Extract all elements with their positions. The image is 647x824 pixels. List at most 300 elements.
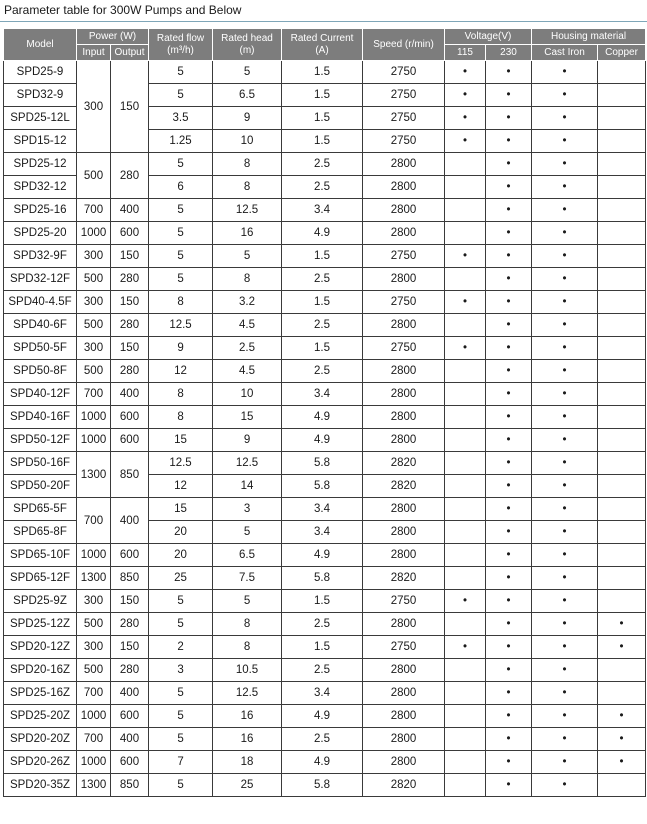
- check-dot-icon: •: [506, 181, 511, 193]
- rated-current-cell: 3.4: [282, 498, 363, 521]
- voltage-230-cell: [486, 774, 532, 797]
- model-cell: SPD40-16F: [4, 406, 77, 429]
- voltage-115-cell: [445, 291, 486, 314]
- table-row: [4, 245, 646, 268]
- check-dot-icon: •: [562, 112, 567, 124]
- copper-cell: [598, 153, 646, 176]
- voltage-230-cell: [486, 498, 532, 521]
- power-input-cell: 500: [77, 613, 111, 636]
- check-dot-icon: •: [619, 733, 624, 745]
- cast-iron-cell: [532, 406, 598, 429]
- check-dot-icon: •: [506, 733, 511, 745]
- check-dot-icon: •: [506, 135, 511, 147]
- speed-cell: 2800: [363, 222, 445, 245]
- rated-head-cell: 5: [213, 61, 282, 84]
- rated-flow-cell: 9: [149, 337, 213, 360]
- voltage-230-cell: [486, 659, 532, 682]
- power-output-cell: 280: [111, 360, 149, 383]
- voltage-115-cell: [445, 475, 486, 498]
- check-dot-icon: •: [562, 342, 567, 354]
- rated-head-cell: 6.5: [213, 544, 282, 567]
- cast-iron-cell: [532, 153, 598, 176]
- model-cell: SPD25-12: [4, 153, 77, 176]
- voltage-115-cell: [445, 130, 486, 153]
- voltage-230-cell: [486, 590, 532, 613]
- rated-current-cell: 1.5: [282, 107, 363, 130]
- power-output-cell: 400: [111, 498, 149, 544]
- table-row: [4, 383, 646, 406]
- rated-flow-cell: 5: [149, 705, 213, 728]
- voltage-230-cell: [486, 84, 532, 107]
- rated-flow-cell: 7: [149, 751, 213, 774]
- speed-cell: 2800: [363, 199, 445, 222]
- rated-head-cell: 2.5: [213, 337, 282, 360]
- model-cell: SPD25-9: [4, 61, 77, 84]
- rated-head-cell: 10: [213, 383, 282, 406]
- model-cell: SPD25-9Z: [4, 590, 77, 613]
- table-row: [4, 314, 646, 337]
- rated-current-cell: 1.5: [282, 291, 363, 314]
- rated-current-cell: 2.5: [282, 268, 363, 291]
- rated-head-cell: 6.5: [213, 84, 282, 107]
- speed-cell: 2800: [363, 751, 445, 774]
- rated-flow-cell: 5: [149, 613, 213, 636]
- copper-cell: [598, 360, 646, 383]
- copper-cell: [598, 728, 646, 751]
- speed-cell: 2800: [363, 659, 445, 682]
- table-row: [4, 774, 646, 797]
- rated-current-cell: 1.5: [282, 61, 363, 84]
- voltage-115-cell: [445, 176, 486, 199]
- voltage-115-cell: [445, 705, 486, 728]
- rated-flow-cell: 5: [149, 199, 213, 222]
- cast-iron-cell: [532, 682, 598, 705]
- header-voltage: Voltage(V): [445, 29, 532, 45]
- check-dot-icon: •: [562, 89, 567, 101]
- check-dot-icon: •: [506, 89, 511, 101]
- table-row: [4, 222, 646, 245]
- power-input-cell: 300: [77, 337, 111, 360]
- power-input-cell: 1300: [77, 452, 111, 498]
- voltage-230-cell: [486, 176, 532, 199]
- model-cell: SPD40-4.5F: [4, 291, 77, 314]
- power-input-cell: 300: [77, 636, 111, 659]
- voltage-115-cell: [445, 406, 486, 429]
- voltage-115-cell: [445, 498, 486, 521]
- copper-cell: [598, 383, 646, 406]
- pump-parameter-table: [3, 28, 646, 797]
- cast-iron-cell: [532, 199, 598, 222]
- voltage-115-cell: [445, 337, 486, 360]
- model-cell: SPD20-26Z: [4, 751, 77, 774]
- power-input-cell: 1300: [77, 774, 111, 797]
- rated-head-cell: 18: [213, 751, 282, 774]
- cast-iron-cell: [532, 245, 598, 268]
- check-dot-icon: •: [506, 365, 511, 377]
- cast-iron-cell: [532, 383, 598, 406]
- check-dot-icon: •: [562, 480, 567, 492]
- rated-current-cell: 1.5: [282, 590, 363, 613]
- voltage-230-cell: [486, 613, 532, 636]
- check-dot-icon: •: [506, 388, 511, 400]
- power-output-cell: 600: [111, 222, 149, 245]
- voltage-230-cell: [486, 107, 532, 130]
- table-row: [4, 590, 646, 613]
- check-dot-icon: •: [506, 572, 511, 584]
- power-input-cell: 500: [77, 314, 111, 337]
- copper-cell: [598, 429, 646, 452]
- check-dot-icon: •: [562, 618, 567, 630]
- power-output-cell: 150: [111, 245, 149, 268]
- rated-current-cell: 2.5: [282, 613, 363, 636]
- voltage-115-cell: [445, 107, 486, 130]
- copper-cell: [598, 682, 646, 705]
- table-row: [4, 61, 646, 84]
- check-dot-icon: •: [506, 595, 511, 607]
- cast-iron-cell: [532, 291, 598, 314]
- check-dot-icon: •: [463, 250, 468, 262]
- model-cell: SPD25-20: [4, 222, 77, 245]
- speed-cell: 2800: [363, 406, 445, 429]
- check-dot-icon: •: [463, 595, 468, 607]
- rated-flow-cell: 5: [149, 84, 213, 107]
- copper-cell: [598, 705, 646, 728]
- power-input-cell: 300: [77, 245, 111, 268]
- voltage-230-cell: [486, 130, 532, 153]
- power-output-cell: 150: [111, 61, 149, 153]
- check-dot-icon: •: [562, 365, 567, 377]
- table-row: [4, 705, 646, 728]
- rated-head-cell: 3: [213, 498, 282, 521]
- rated-head-cell: 14: [213, 475, 282, 498]
- table-row: [4, 337, 646, 360]
- copper-cell: [598, 84, 646, 107]
- cast-iron-cell: [532, 590, 598, 613]
- speed-cell: 2750: [363, 291, 445, 314]
- table-row: [4, 360, 646, 383]
- power-input-cell: 300: [77, 61, 111, 153]
- speed-cell: 2800: [363, 314, 445, 337]
- model-cell: SPD40-6F: [4, 314, 77, 337]
- copper-cell: [598, 130, 646, 153]
- check-dot-icon: •: [562, 411, 567, 423]
- check-dot-icon: •: [506, 664, 511, 676]
- check-dot-icon: •: [506, 756, 511, 768]
- copper-cell: [598, 659, 646, 682]
- voltage-115-cell: [445, 682, 486, 705]
- model-cell: SPD25-16: [4, 199, 77, 222]
- speed-cell: 2820: [363, 567, 445, 590]
- table-row: [4, 406, 646, 429]
- cast-iron-cell: [532, 268, 598, 291]
- cast-iron-cell: [532, 337, 598, 360]
- rated-head-cell: 10.5: [213, 659, 282, 682]
- check-dot-icon: •: [619, 756, 624, 768]
- check-dot-icon: •: [562, 503, 567, 515]
- cast-iron-cell: [532, 360, 598, 383]
- rated-head-cell: 12.5: [213, 682, 282, 705]
- rated-flow-cell: 5: [149, 682, 213, 705]
- model-cell: SPD65-12F: [4, 567, 77, 590]
- check-dot-icon: •: [562, 756, 567, 768]
- copper-cell: [598, 245, 646, 268]
- voltage-115-cell: [445, 429, 486, 452]
- speed-cell: 2750: [363, 61, 445, 84]
- rated-flow-cell: 8: [149, 383, 213, 406]
- voltage-115-cell: [445, 544, 486, 567]
- voltage-115-cell: [445, 153, 486, 176]
- check-dot-icon: •: [562, 319, 567, 331]
- header-head-label: Rated head: [221, 32, 273, 44]
- check-dot-icon: •: [506, 779, 511, 791]
- power-output-cell: 850: [111, 567, 149, 590]
- check-dot-icon: •: [562, 250, 567, 262]
- voltage-230-cell: [486, 383, 532, 406]
- rated-flow-cell: 5: [149, 61, 213, 84]
- voltage-115-cell: [445, 590, 486, 613]
- copper-cell: [598, 452, 646, 475]
- rated-head-cell: 10: [213, 130, 282, 153]
- rated-flow-cell: 15: [149, 429, 213, 452]
- rated-head-cell: 5: [213, 521, 282, 544]
- cast-iron-cell: [532, 107, 598, 130]
- speed-cell: 2800: [363, 705, 445, 728]
- power-output-cell: 280: [111, 268, 149, 291]
- rated-current-cell: 4.9: [282, 705, 363, 728]
- check-dot-icon: •: [562, 158, 567, 170]
- check-dot-icon: •: [562, 549, 567, 561]
- model-cell: SPD20-35Z: [4, 774, 77, 797]
- header-current-label: Rated Current: [290, 32, 354, 44]
- model-cell: SPD50-5F: [4, 337, 77, 360]
- cast-iron-cell: [532, 498, 598, 521]
- copper-cell: [598, 291, 646, 314]
- check-dot-icon: •: [562, 687, 567, 699]
- rated-head-cell: 16: [213, 222, 282, 245]
- copper-cell: [598, 222, 646, 245]
- check-dot-icon: •: [506, 296, 511, 308]
- header-housing: Housing material: [532, 29, 646, 45]
- speed-cell: 2800: [363, 176, 445, 199]
- rated-flow-cell: 5: [149, 728, 213, 751]
- rated-flow-cell: 12: [149, 475, 213, 498]
- check-dot-icon: •: [562, 135, 567, 147]
- rated-head-cell: 7.5: [213, 567, 282, 590]
- rated-head-cell: 9: [213, 429, 282, 452]
- power-output-cell: 600: [111, 544, 149, 567]
- voltage-230-cell: [486, 360, 532, 383]
- model-cell: SPD65-5F: [4, 498, 77, 521]
- rated-current-cell: 3.4: [282, 199, 363, 222]
- voltage-115-cell: [445, 314, 486, 337]
- check-dot-icon: •: [562, 733, 567, 745]
- model-cell: SPD32-12F: [4, 268, 77, 291]
- rated-flow-cell: 12.5: [149, 314, 213, 337]
- cast-iron-cell: [532, 567, 598, 590]
- rated-current-cell: 3.4: [282, 682, 363, 705]
- speed-cell: 2820: [363, 774, 445, 797]
- rated-head-cell: 9: [213, 107, 282, 130]
- rated-current-cell: 2.5: [282, 153, 363, 176]
- table-row: [4, 429, 646, 452]
- check-dot-icon: •: [506, 319, 511, 331]
- rated-current-cell: 2.5: [282, 659, 363, 682]
- rated-current-cell: 4.9: [282, 406, 363, 429]
- header-cast-iron: Cast Iron: [532, 45, 598, 61]
- power-output-cell: 400: [111, 682, 149, 705]
- check-dot-icon: •: [506, 549, 511, 561]
- table-row: [4, 268, 646, 291]
- power-input-cell: 300: [77, 291, 111, 314]
- check-dot-icon: •: [506, 411, 511, 423]
- rated-flow-cell: 12: [149, 360, 213, 383]
- power-input-cell: 500: [77, 659, 111, 682]
- rated-head-cell: 8: [213, 153, 282, 176]
- cast-iron-cell: [532, 130, 598, 153]
- power-output-cell: 280: [111, 314, 149, 337]
- rated-current-cell: 4.9: [282, 751, 363, 774]
- power-output-cell: 400: [111, 199, 149, 222]
- header-output: Output: [111, 45, 149, 61]
- cast-iron-cell: [532, 705, 598, 728]
- copper-cell: [598, 475, 646, 498]
- cast-iron-cell: [532, 544, 598, 567]
- check-dot-icon: •: [506, 204, 511, 216]
- header-flow-label: Rated flow: [156, 32, 205, 44]
- voltage-230-cell: [486, 406, 532, 429]
- power-input-cell: 1300: [77, 567, 111, 590]
- check-dot-icon: •: [506, 342, 511, 354]
- check-dot-icon: •: [506, 480, 511, 492]
- check-dot-icon: •: [506, 641, 511, 653]
- speed-cell: 2800: [363, 728, 445, 751]
- rated-flow-cell: 8: [149, 291, 213, 314]
- header-model: Model: [4, 29, 77, 61]
- power-output-cell: 150: [111, 636, 149, 659]
- power-input-cell: 300: [77, 590, 111, 613]
- check-dot-icon: •: [562, 273, 567, 285]
- voltage-230-cell: [486, 728, 532, 751]
- speed-cell: 2800: [363, 521, 445, 544]
- check-dot-icon: •: [506, 227, 511, 239]
- rated-current-cell: 4.9: [282, 544, 363, 567]
- check-dot-icon: •: [463, 112, 468, 124]
- cast-iron-cell: [532, 751, 598, 774]
- rated-head-cell: 16: [213, 705, 282, 728]
- rated-head-cell: 8: [213, 636, 282, 659]
- copper-cell: [598, 337, 646, 360]
- voltage-230-cell: [486, 61, 532, 84]
- model-cell: SPD32-12: [4, 176, 77, 199]
- cast-iron-cell: [532, 222, 598, 245]
- check-dot-icon: •: [506, 618, 511, 630]
- power-output-cell: 400: [111, 728, 149, 751]
- cast-iron-cell: [532, 636, 598, 659]
- copper-cell: [598, 567, 646, 590]
- speed-cell: 2800: [363, 429, 445, 452]
- rated-head-cell: 8: [213, 268, 282, 291]
- table-row: [4, 153, 646, 176]
- voltage-230-cell: [486, 452, 532, 475]
- voltage-230-cell: [486, 268, 532, 291]
- model-cell: SPD32-9: [4, 84, 77, 107]
- voltage-230-cell: [486, 682, 532, 705]
- check-dot-icon: •: [506, 526, 511, 538]
- rated-current-cell: 3.4: [282, 383, 363, 406]
- power-output-cell: 600: [111, 751, 149, 774]
- power-input-cell: 500: [77, 360, 111, 383]
- check-dot-icon: •: [619, 618, 624, 630]
- voltage-230-cell: [486, 475, 532, 498]
- check-dot-icon: •: [506, 710, 511, 722]
- voltage-115-cell: [445, 360, 486, 383]
- rated-flow-cell: 5: [149, 774, 213, 797]
- power-input-cell: 700: [77, 498, 111, 544]
- speed-cell: 2750: [363, 337, 445, 360]
- power-output-cell: 600: [111, 705, 149, 728]
- rated-flow-cell: 5: [149, 153, 213, 176]
- speed-cell: 2800: [363, 268, 445, 291]
- model-cell: SPD25-12L: [4, 107, 77, 130]
- check-dot-icon: •: [619, 710, 624, 722]
- rated-head-cell: 3.2: [213, 291, 282, 314]
- rated-current-cell: 3.4: [282, 521, 363, 544]
- table-row: [4, 199, 646, 222]
- table-row: [4, 659, 646, 682]
- power-output-cell: 280: [111, 613, 149, 636]
- rated-current-cell: 2.5: [282, 360, 363, 383]
- header-current-unit: (A): [315, 44, 329, 56]
- copper-cell: [598, 613, 646, 636]
- speed-cell: 2750: [363, 130, 445, 153]
- power-input-cell: 1000: [77, 406, 111, 429]
- check-dot-icon: •: [562, 388, 567, 400]
- rated-flow-cell: 20: [149, 521, 213, 544]
- check-dot-icon: •: [562, 296, 567, 308]
- rated-current-cell: 5.8: [282, 475, 363, 498]
- copper-cell: [598, 521, 646, 544]
- model-cell: SPD20-12Z: [4, 636, 77, 659]
- rated-flow-cell: 3: [149, 659, 213, 682]
- rated-head-cell: 8: [213, 613, 282, 636]
- table-caption: Parameter table for 300W Pumps and Below: [0, 0, 647, 22]
- model-cell: SPD40-12F: [4, 383, 77, 406]
- copper-cell: [598, 636, 646, 659]
- check-dot-icon: •: [562, 204, 567, 216]
- power-input-cell: 500: [77, 153, 111, 199]
- voltage-115-cell: [445, 268, 486, 291]
- speed-cell: 2750: [363, 245, 445, 268]
- check-dot-icon: •: [506, 66, 511, 78]
- header-copper: Copper: [598, 45, 646, 61]
- cast-iron-cell: [532, 659, 598, 682]
- rated-current-cell: 5.8: [282, 567, 363, 590]
- header-power: Power (W): [77, 29, 149, 45]
- voltage-230-cell: [486, 567, 532, 590]
- voltage-230-cell: [486, 429, 532, 452]
- copper-cell: [598, 268, 646, 291]
- copper-cell: [598, 751, 646, 774]
- model-cell: SPD50-20F: [4, 475, 77, 498]
- cast-iron-cell: [532, 774, 598, 797]
- rated-current-cell: 2.5: [282, 314, 363, 337]
- rated-flow-cell: 8: [149, 406, 213, 429]
- speed-cell: 2750: [363, 590, 445, 613]
- check-dot-icon: •: [562, 595, 567, 607]
- voltage-115-cell: [445, 636, 486, 659]
- rated-flow-cell: 12.5: [149, 452, 213, 475]
- speed-cell: 2800: [363, 544, 445, 567]
